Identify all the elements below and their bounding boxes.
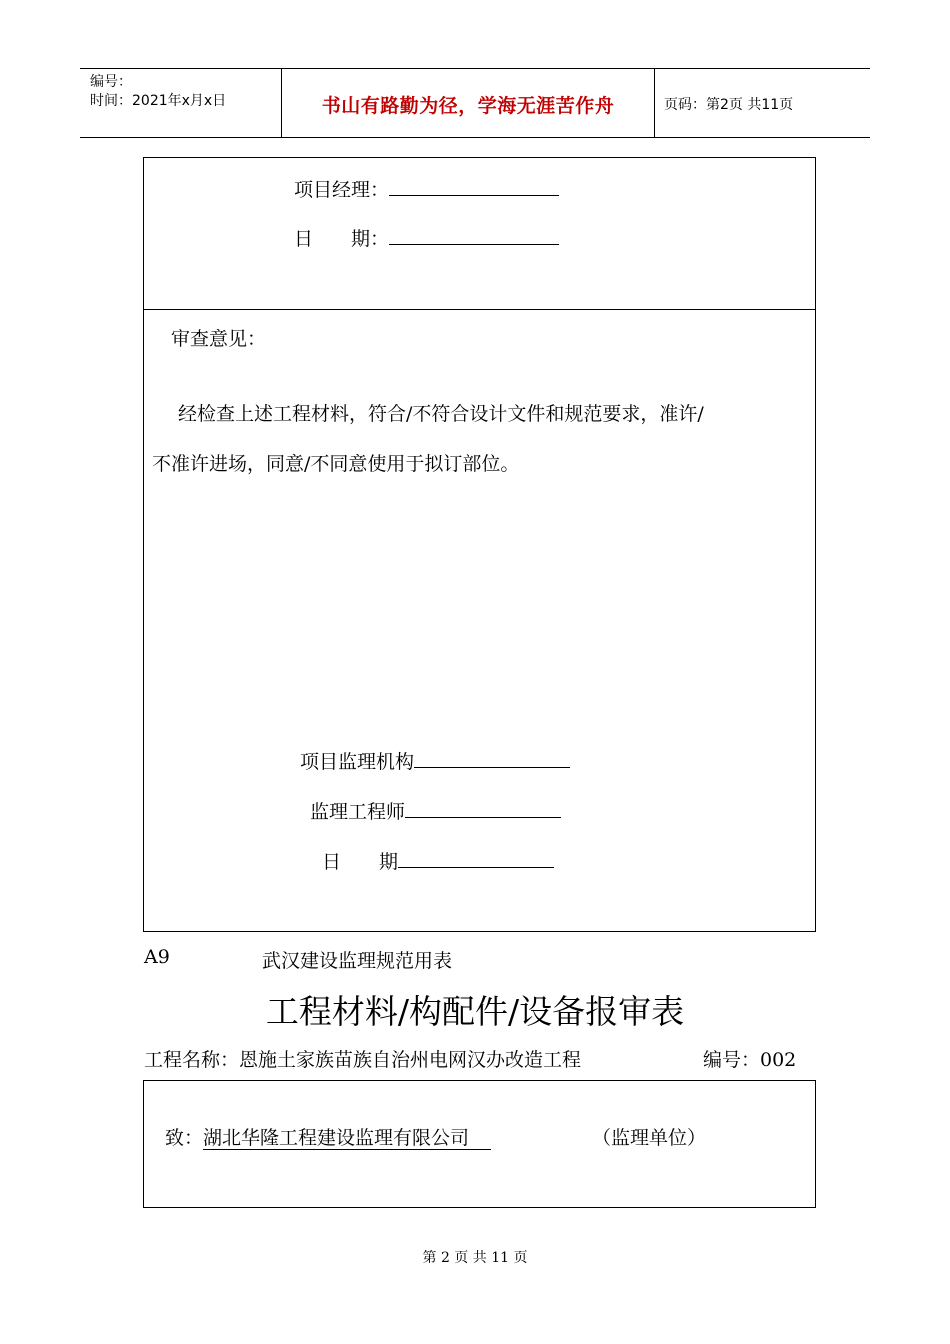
page-footer: 第 2 页 共 11 页 <box>422 1250 528 1266</box>
form-code: A9 <box>144 946 170 968</box>
review-text-line-1: 经检查上述工程材料，符合/不符合设计文件和规范要求，准许/ <box>178 403 704 425</box>
review-text-line-2: 不准许进场，同意/不同意使用于拟订部位。 <box>152 453 520 475</box>
sign-date-line <box>398 849 554 868</box>
supervision-org-row <box>300 747 570 774</box>
addressee-row <box>165 1123 491 1150</box>
form-number: 编号：002 <box>703 1049 797 1071</box>
header-divider <box>654 69 655 137</box>
to-label: 致： <box>165 1127 204 1149</box>
supervision-engineer-label: 监理工程师 <box>310 801 406 823</box>
pm-signature-line <box>389 177 559 196</box>
addressee-cell <box>143 1080 816 1208</box>
supervision-org-line <box>414 749 570 768</box>
review-cell <box>143 308 816 932</box>
header-page-info: 页码：第2页 共11页 <box>664 97 794 113</box>
form-standard: 武汉建设监理规范用表 <box>262 950 453 972</box>
supervision-engineer-line <box>405 799 561 818</box>
header-number: 编号： <box>90 74 132 90</box>
header-motto: 书山有路勤为径，学海无涯苦作舟 <box>321 95 615 117</box>
pm-signature-cell <box>143 157 816 310</box>
supervision-unit-label: （监理单位） <box>592 1127 707 1149</box>
pm-date-line <box>389 226 559 245</box>
project-name: 工程名称：恩施土家族苗族自治州电网汉办改造工程 <box>144 1049 582 1071</box>
page-header <box>80 68 870 138</box>
header-meta <box>90 73 226 111</box>
supervision-engineer-row <box>310 797 561 824</box>
sign-date-row <box>322 847 554 874</box>
pm-label: 项目经理： <box>294 179 390 201</box>
header-time: 时间：2021年x月x日 <box>90 93 227 109</box>
supervision-org-label: 项目监理机构 <box>300 751 415 773</box>
pm-date-label: 日 期： <box>294 228 390 250</box>
sign-date-label: 日 期 <box>322 851 399 873</box>
pm-date-row <box>294 224 559 251</box>
supervising-company: 湖北华隆工程建设监理有限公司 <box>203 1127 491 1150</box>
form-title: 工程材料/构配件/设备报审表 <box>265 992 685 1031</box>
review-label: 审查意见： <box>171 328 267 350</box>
pm-row <box>294 175 559 202</box>
